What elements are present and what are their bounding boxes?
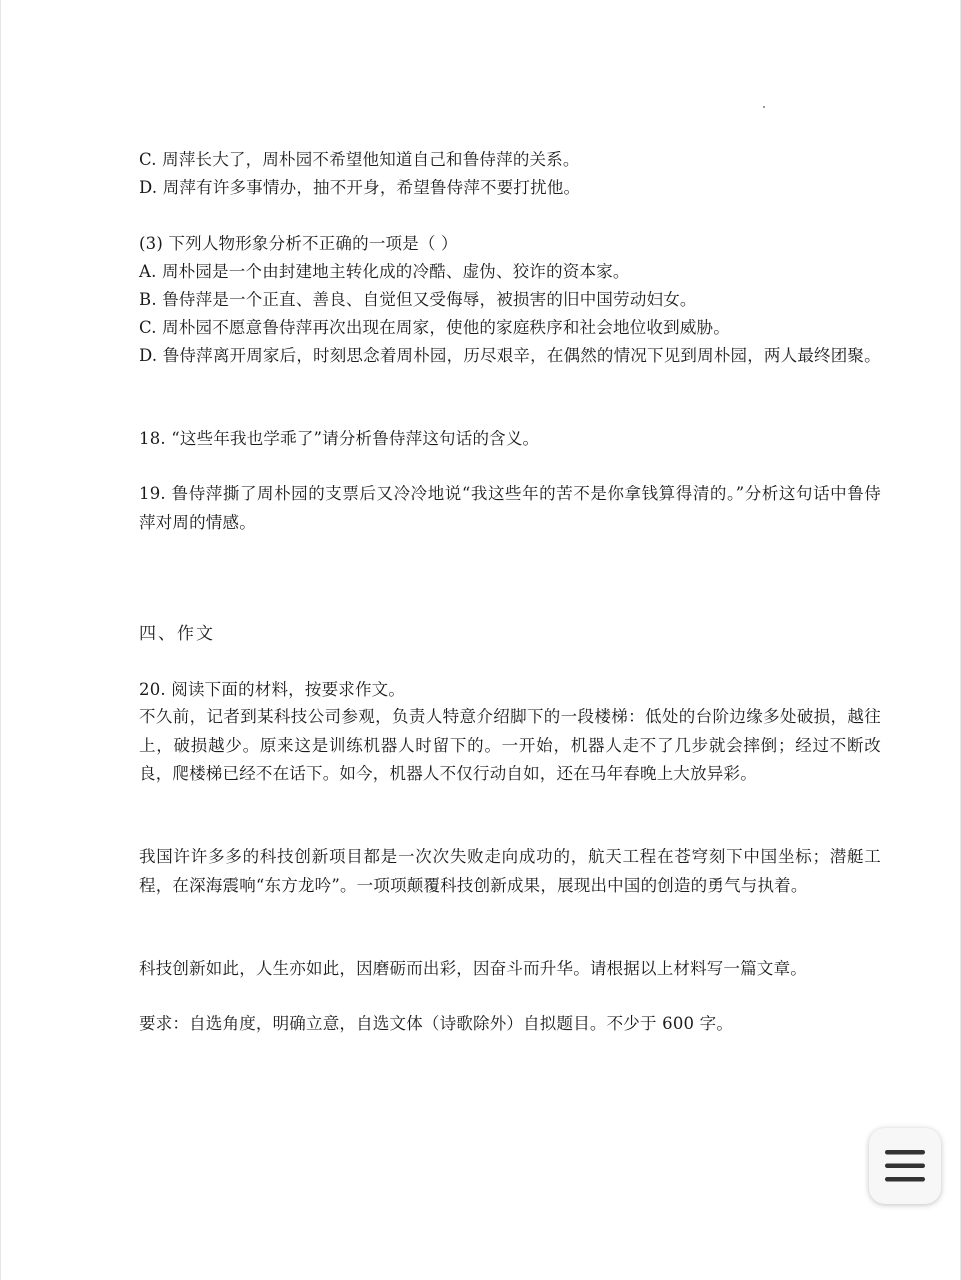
floating-menu-button[interactable] [869,1128,941,1204]
question-20-material-2: 我国许许多多的科技创新项目都是一次次失败走向成功的，航天工程在苍穹刻下中国坐标；潜艇工程，在深海震响“东方龙吟”。一项项颠覆科技创新成果，展现出中国的创造的勇气与执着。 [139,847,881,895]
question-18: 18. “这些年我也学乖了”请分析鲁侍萍这句话的含义。 [139,429,540,448]
question-20-material-3: 科技创新如此，人生亦如此，因磨砺而出彩，因奋斗而升华。请根据以上材料写一篇文章。 [139,959,807,978]
q17-sub3-option-c: C. 周朴园不愿意鲁侍萍再次出现在周家，使他的家庭秩序和社会地位收到威胁。 [139,318,730,337]
hamburger-menu-icon [883,1146,927,1186]
question-20-requirement: 要求：自选角度，明确立意，自选文体（诗歌除外）自拟题目。不少于 600 字。 [139,1014,734,1033]
section-title-composition: 四、作文 [139,624,215,644]
decorative-dot [763,106,765,108]
q17-sub3-option-a: A. 周朴园是一个由封建地主转化成的冷酷、虚伪、狡诈的资本家。 [139,262,630,281]
q17-sub3-option-d: D. 鲁侍萍离开周家后，时刻思念着周朴园，历尽艰辛，在偶然的情况下见到周朴园，两人最终团聚。 [139,346,881,365]
q17-sub3-option-b: B. 鲁侍萍是一个正直、善良、自觉但又受侮辱，被损害的旧中国劳动妇女。 [139,290,697,309]
question-20-material-1: 不久前，记者到某科技公司参观，负责人特意介绍脚下的一段楼梯：低处的台阶边缘多处破损，越往上，破损越少。原来这是训练机器人时留下的。一开始，机器人走不了几步就会摔倒；经过不断改良，爬楼梯已经不在话下。如今，机器人不仅行动自如，还在马年春晚上大放异彩。 [139,707,881,783]
question-20-stem: 20. 阅读下面的材料，按要求作文。 [139,680,406,699]
q17-option-d: D. 周萍有许多事情办，抽不开身，希望鲁侍萍不要打扰他。 [139,178,581,197]
q17-sub3-stem: (3) 下列人物形象分析不正确的一项是（ ） [139,234,458,253]
question-19: 19. 鲁侍萍撕了周朴园的支票后又冷冷地说“我这些年的苦不是你拿钱算得清的。”分析这句话中鲁侍萍对周的情感。 [139,484,881,532]
q17-option-c: C. 周萍长大了，周朴园不希望他知道自己和鲁侍萍的关系。 [139,150,580,169]
